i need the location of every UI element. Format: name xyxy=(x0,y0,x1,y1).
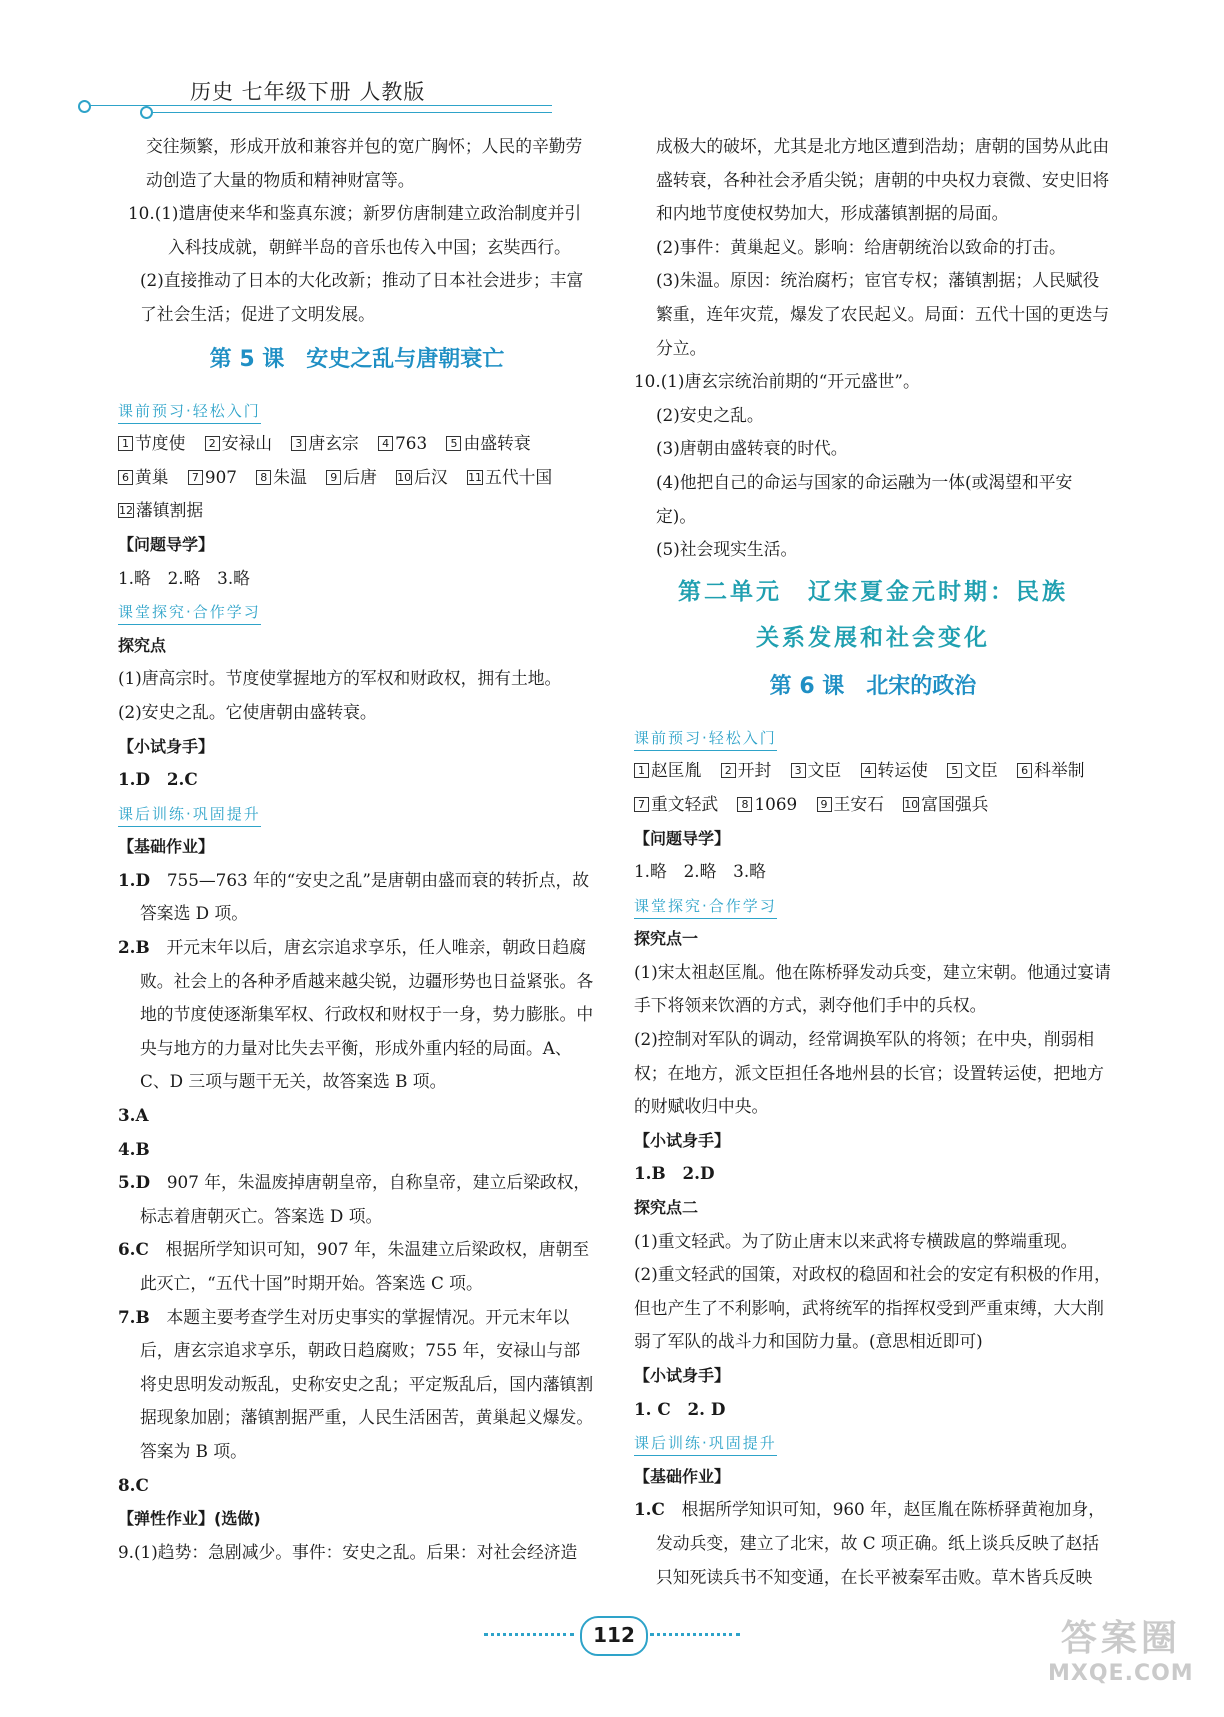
left-column xyxy=(118,130,596,1569)
section-preview: 课前预习·轻松入门 xyxy=(118,399,261,424)
guide-answers: 1.略 2.略 3.略 xyxy=(634,861,766,882)
explore-point-2: 探究点二 xyxy=(634,1198,699,1218)
explore-point: 探究点 xyxy=(118,635,167,655)
answer-9-cont: 成极大的破坏，尤其是北方地区遭到浩劫；唐朝的国势从此由盛转衰，各种社会矛盾尖锐；唐朝的中央权力衰微、安史旧将和内地节度使权势加大，形成藩镇割据的局面。 xyxy=(656,136,1110,224)
explore-answer-4: (2)重文轻武的国策，对政权的稳固和社会的安定有积极的作用，但也产生了不利影响，武将统军的指挥权受到严重束缚，大大削弱了军队的战斗力和国防力量。(意思相近即可) xyxy=(634,1264,1111,1352)
answer-10-4: (4)他把自己的命运与国家的命运融为一体(或渴望和平安定)。 xyxy=(656,471,1073,526)
subhead-elastic: 【弹性作业】(选做) xyxy=(118,1509,261,1529)
unit-title-line-2: 关系发展和社会变化 xyxy=(756,624,990,651)
answer-9-2: (2)事件：黄巢起义。影响：给唐朝统治以致命的打击。 xyxy=(656,236,1066,257)
subhead-try: 【小试身手】 xyxy=(634,1130,731,1150)
answer-8: 8.C xyxy=(118,1474,149,1495)
section-preview: 课前预习·轻松入门 xyxy=(634,726,777,751)
explore-answer-2: (2)安史之乱。它使唐朝由盛转衰。 xyxy=(118,701,377,722)
subhead-try: 【小试身手】 xyxy=(634,1366,731,1385)
right-column xyxy=(634,130,1112,1594)
answer-2: 2.B 开元末年以后，唐玄宗追求享乐，任人唯亲，朝政日趋腐败。社会上的各种矛盾越来越尖锐，边疆形势也日益紧张。各地的节度使逐渐集军权、行政权和财权于一身，势力膨胀。中央与地方的力量对比失去平衡，形成外重内轻的局面。A、C、D 三项与题干无关，故答案选 B 项。 xyxy=(118,937,594,1092)
section-after-class: 课后训练·巩固提升 xyxy=(118,802,261,827)
try-answers-2: 1. C 2. D xyxy=(634,1398,726,1419)
answer-1: 1.D 755—763 年的“安史之乱”是唐朝由盛而衰的转折点，故答案选 D 项。 xyxy=(118,869,590,924)
subhead-guide: 【问题导学】 xyxy=(634,828,731,848)
header-dot-icon xyxy=(140,106,153,119)
watermark-logo: 答案圈 MXQE.COM xyxy=(1048,1618,1194,1686)
explore-answer-1: (1)宋太祖赵匡胤。他在陈桥驿发动兵变，建立宋朝。他通过宴请手下将领来饮酒的方式，剥夺他们手中的兵权。 xyxy=(634,961,1111,1016)
subhead-guide: 【问题导学】 xyxy=(118,534,215,554)
answer-10-5: (5)社会现实生活。 xyxy=(656,539,798,560)
answer-10-2: (2)安史之乱。 xyxy=(656,404,764,425)
explore-answer-2: (2)控制对军队的调动，经常调换军队的将领；在中央，削弱相权；在地方，派文臣担任各地州县的长官；设置转运使，把地方的财赋收归中央。 xyxy=(634,1029,1104,1117)
header-rule xyxy=(86,105,552,106)
keyword-list: 1 节度使 2 安禄山 3 唐玄宗 4 763 5 由盛转衰 6 黄巢 7 907 8 朱温 9 后唐 10 后汉 11 五代十国 12 藩镇割据 xyxy=(119,433,553,521)
answer-3: 3.A xyxy=(118,1105,149,1126)
answer-10-1: 10.(1)遣唐使来华和鉴真东渡；新罗仿唐制建立政治制度并引入科技成就，朝鲜半岛的音乐也传入中国；玄奘西行。 xyxy=(128,203,582,257)
lesson-6-title: 第 6 课 北宋的政治 xyxy=(769,673,977,699)
answer-9-3: (3)朱温。原因：统治腐朽；宦官专权；藩镇割据；人民赋役繁重，连年灾荒，爆发了农民起义。局面：五代十国的更迭与分立。 xyxy=(656,270,1110,358)
header-rule-lower xyxy=(150,112,552,113)
try-answers: 1.D 2.C xyxy=(118,769,198,790)
page-number: 112 xyxy=(580,1616,648,1656)
try-answers-1: 1.B 2.D xyxy=(634,1163,715,1184)
section-after-class: 课后训练·巩固提升 xyxy=(634,1431,777,1456)
section-explore: 课堂探究·合作学习 xyxy=(634,894,777,919)
answer-10-1: 10.(1)唐玄宗统治前期的“开元盛世”。 xyxy=(634,371,920,392)
answer-7: 7.B 本题主要考查学生对历史事实的掌握情况。开元末年以后，唐玄宗追求享乐，朝政日趋腐败；755 年，安禄山与部将史思明发动叛乱，史称安史之乱；平定叛乱后，国内藩镇割据现象加剧；藩镇割据严重，人民生活困苦，黄巢起义爆发。答案为 B 项。 xyxy=(118,1306,594,1461)
answer-10-2: (2)直接推动了日本的大化改新；推动了日本社会进步；丰富了社会生活；促进了文明发展。 xyxy=(140,270,584,324)
section-explore: 课堂探究·合作学习 xyxy=(118,600,261,625)
running-header: 历史 七年级下册 人教版 xyxy=(190,80,426,104)
explore-point-1: 探究点一 xyxy=(634,929,699,949)
unit-title-line-1: 第二单元 辽宋夏金元时期：民族 xyxy=(678,578,1068,605)
header-dot-icon xyxy=(78,100,91,113)
answer-4: 4.B xyxy=(118,1138,150,1159)
answer-10-3: (3)唐朝由盛转衰的时代。 xyxy=(656,438,848,459)
subhead-basic: 【基础作业】 xyxy=(634,1466,731,1486)
guide-answers: 1.略 2.略 3.略 xyxy=(118,567,250,588)
subhead-basic: 【基础作业】 xyxy=(118,837,215,857)
paragraph: 交往频繁，形成开放和兼容并包的宽广胸怀；人民的辛勤劳动创造了大量的物质和精神财富等。 xyxy=(146,136,583,190)
keyword-list: 1 赵匡胤 2 开封 3 文臣 4 转运使 5 文臣 6 科举制 7 重文轻武 8 1069 9 王安石 10 富国强兵 xyxy=(634,754,1112,821)
explore-answer-3: (1)重文轻武。为了防止唐末以来武将专横跋扈的弊端重现。 xyxy=(634,1230,1078,1251)
answer-9: 9.(1)趋势：急剧减少。事件：安史之乱。后果：对社会经济造 xyxy=(118,1541,578,1562)
answer-1: 1.C 根据所学知识可知，960 年，赵匡胤在陈桥驿黄袍加身，发动兵变，建立了北宋，故 C 项正确。纸上谈兵反映了赵括只知死读兵书不知变通，在长平被秦军击败。草木皆兵反映 xyxy=(634,1499,1106,1587)
answer-6: 6.C 根据所学知识可知，907 年，朱温建立后梁政权，唐朝至此灭亡，“五代十国”时期开始。答案选 C 项。 xyxy=(118,1239,590,1293)
answer-5: 5.D 907 年，朱温废掉唐朝皇帝，自称皇帝，建立后梁政权，标志着唐朝灭亡。答案选 D 项。 xyxy=(118,1172,591,1226)
explore-answer-1: (1)唐高宗时。节度使掌握地方的军权和财政权，拥有土地。 xyxy=(118,668,562,689)
lesson-5-title: 第 5 课 安史之乱与唐朝衰亡 xyxy=(209,346,505,372)
footer-dots-right xyxy=(650,1633,740,1636)
footer-dots-left xyxy=(484,1633,574,1636)
subhead-try: 【小试身手】 xyxy=(118,736,215,756)
